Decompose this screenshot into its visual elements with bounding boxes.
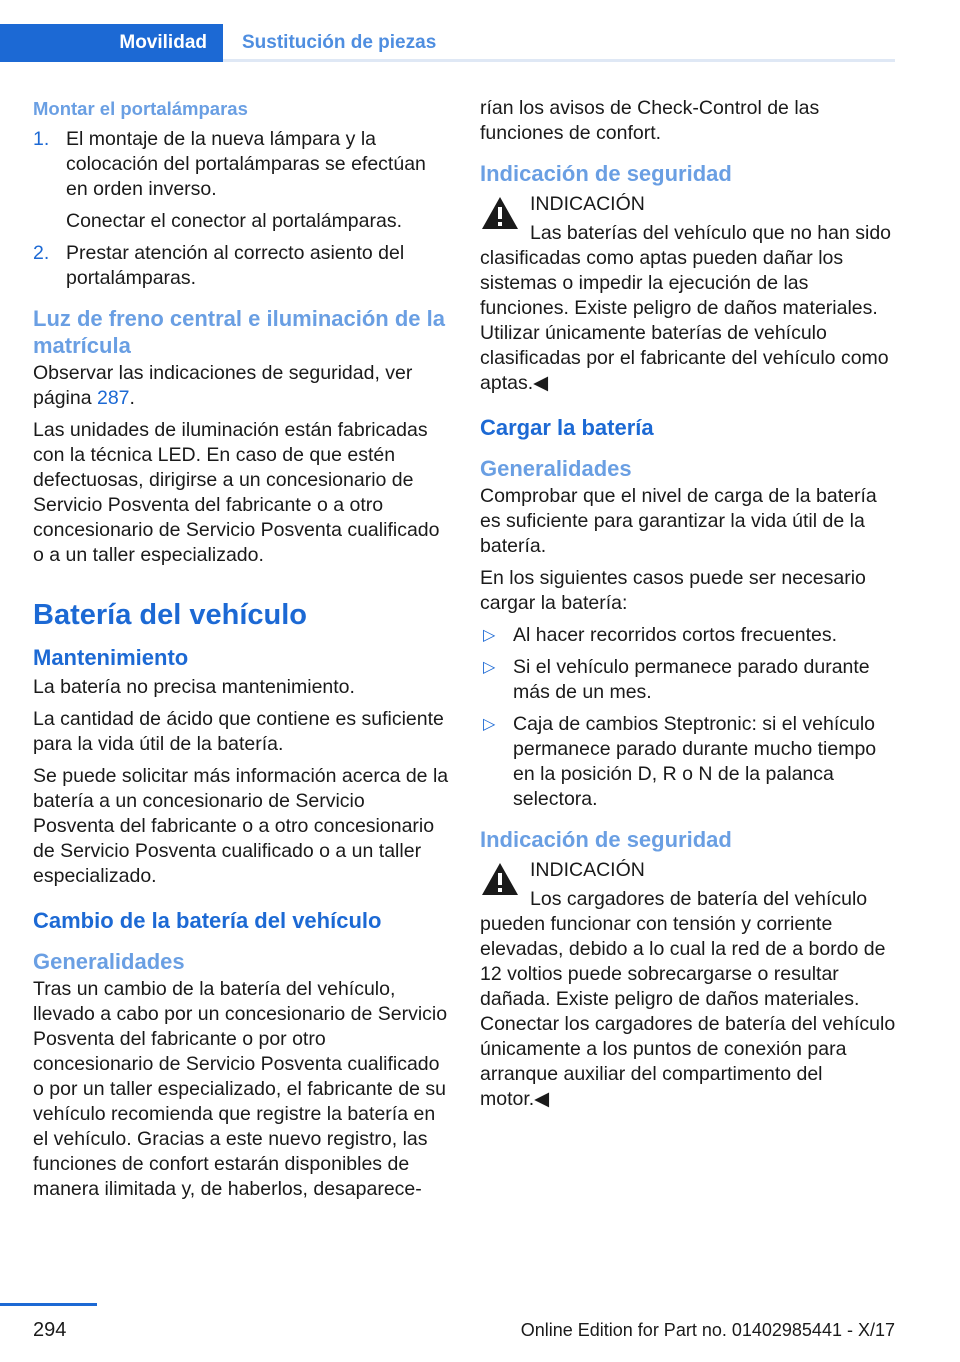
- list-item: [33, 127, 449, 234]
- warning-title: INDICACIÓN: [530, 193, 645, 215]
- luz-paragraph-1: [33, 361, 449, 411]
- warning-box-2: [480, 855, 896, 1112]
- heading-mantenimiento: Mantenimiento: [33, 645, 189, 670]
- chapter-tab: [0, 24, 223, 62]
- heading-seguridad-1: Indicación de seguridad: [480, 161, 732, 186]
- heading-bateria: Batería del vehículo: [33, 599, 307, 631]
- luz-text: Observar las indicaciones de seguridad, ver página: [33, 362, 413, 409]
- bullet-list: [480, 623, 896, 812]
- page-number: 294: [33, 1319, 67, 1341]
- mant-paragraph-2: La cantidad de ácido que contiene es suficiente para la vida útil de la batería.: [33, 708, 444, 755]
- bullet-text: Caja de cambios Steptronic: si el vehículo permanece parado durante mucho tiempo en la posición D, R o N de la palanca selectora.: [513, 713, 877, 810]
- continued-paragraph: rían los avisos de Check-Control de las funciones de confort.: [480, 97, 820, 144]
- luz-text-end: .: [129, 387, 135, 409]
- list-item: [480, 712, 896, 812]
- chapter-tab-label: Movilidad: [119, 32, 207, 53]
- warning-triangle-icon: [480, 861, 520, 897]
- heading-seguridad-2: Indicación de seguridad: [480, 827, 732, 852]
- right-column: [480, 96, 896, 1119]
- step-text: Prestar atención al correcto asiento del portalámparas.: [66, 242, 405, 289]
- bullet-triangle-icon: ▷: [483, 716, 496, 733]
- steps-list: [33, 127, 449, 291]
- bullet-text: Si el vehículo permanece parado durante más de un mes.: [513, 656, 870, 703]
- heading-generalidades: Generalidades: [33, 949, 185, 974]
- heading-generalidades-2: Generalidades: [480, 456, 632, 481]
- warning-triangle-icon: [480, 195, 520, 231]
- list-item: [33, 241, 449, 291]
- warning-box-1: [480, 189, 896, 396]
- list-item: [480, 623, 896, 648]
- mant-paragraph-1: La batería no precisa mantenimiento.: [33, 676, 355, 698]
- bullet-triangle-icon: ▷: [483, 627, 496, 644]
- heading-montar: Montar el portalámparas: [33, 98, 248, 119]
- bullet-triangle-icon: ▷: [483, 659, 496, 676]
- step-text: El montaje de la nueva lámpara y la colocación del portalámparas se efectúan en orden inverso.: [66, 128, 426, 200]
- warning-title: INDICACIÓN: [530, 859, 645, 881]
- step-number: 2.: [33, 242, 50, 264]
- gen-paragraph: Tras un cambio de la batería del vehículo, llevado a cabo por un concesionario de Servicio Posventa del fabricante o por otro concesionario de Servicio Posventa cualificado o por un taller especializado, el fabricante de su vehículo recomienda que registre la batería en el vehículo. Gracias a este nuevo registro, las funciones de confort estarán disponibles de manera ilimitada y, de haberlos, desaparece-: [33, 978, 448, 1200]
- section-label: Sustitución de piezas: [242, 32, 437, 53]
- edition-label: Online Edition for Part no. 01402985441 - X/17: [520, 1320, 895, 1340]
- luz-paragraph-2: Las unidades de iluminación están fabricadas con la técnica LED. En caso de que estén defectuosas, dirigirse a un concesionario de Servicio Posventa del fabricante o a otro concesionario de Servicio Posventa cualificado o a un taller especializado.: [33, 419, 440, 566]
- bullet-text: Al hacer recorridos cortos frecuentes.: [513, 624, 838, 646]
- heading-luz-freno: Luz de freno central e iluminación de la matrícula: [33, 306, 445, 358]
- heading-cargar: Cargar la batería: [480, 415, 654, 440]
- step-subtext: Conectar el conector al portalámparas.: [66, 210, 403, 232]
- gen2-paragraph-1: Comprobar que el nivel de carga de la batería es suficiente para garantizar la vida útil de la batería.: [480, 485, 877, 557]
- header-rule: [223, 59, 895, 62]
- warning-text: Las baterías del vehículo que no han sido clasificadas como aptas pueden dañar los sistemas o impedir la ejecución de las funciones. Existe peligro de daños materiales. Utilizar únicamente baterías de vehículo clasificadas por el fabricante del vehículo como aptas.◀: [480, 222, 892, 394]
- mant-paragraph-3: Se puede solicitar más información acerca de la batería a un concesionario de Servicio Posventa del fabricante o a otro concesionario de Servicio Posventa cualificado o a un taller especializado.: [33, 765, 449, 887]
- left-column: [33, 96, 449, 1209]
- footer-rule: [0, 1303, 97, 1306]
- list-item: [480, 655, 896, 705]
- warning-text: Los cargadores de batería del vehículo pueden funcionar con tensión y corriente elevadas, debido a lo cual la red de a bordo de 12 voltios puede sobrecargarse o resultar dañada. Existe peligro de daños materiales. Conectar los cargadores de batería del vehículo únicamente a los puntos de conexión para arranque auxiliar del compartimento del motor.◀: [480, 888, 896, 1110]
- gen2-paragraph-2: En los siguientes casos puede ser necesario cargar la batería:: [480, 567, 866, 614]
- heading-cambio: Cambio de la batería del vehículo: [33, 908, 382, 933]
- step-number: 1.: [33, 128, 50, 150]
- page-header: [0, 0, 895, 62]
- page-link[interactable]: 287: [96, 387, 130, 409]
